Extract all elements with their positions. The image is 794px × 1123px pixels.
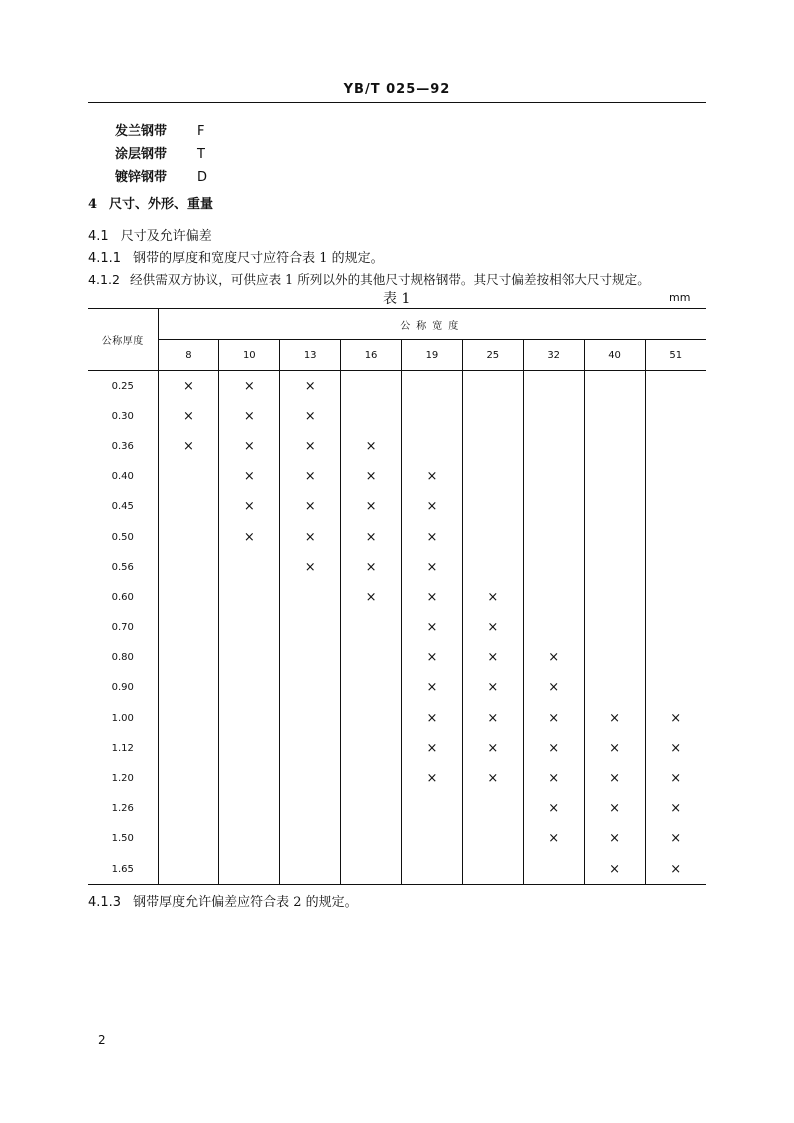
- table-row: [88, 431, 706, 461]
- table-row: [88, 643, 706, 673]
- empty-cell: [280, 733, 341, 763]
- table-row: [88, 763, 706, 793]
- empty-cell: [219, 854, 280, 885]
- page-number: 2: [98, 1033, 106, 1047]
- empty-cell: [523, 462, 584, 492]
- empty-cell: [158, 522, 219, 552]
- thickness-cell: 1.50: [111, 833, 134, 845]
- empty-cell: [584, 371, 645, 402]
- empty-cell: [645, 643, 706, 673]
- table-row: [88, 703, 706, 733]
- table-unit: mm: [669, 291, 691, 304]
- availability-mark: ×: [645, 733, 706, 763]
- table-row: [88, 462, 706, 492]
- thickness-cell: 0.50: [111, 531, 134, 543]
- thickness-header: 公称厚度: [101, 336, 144, 347]
- section-heading: [88, 193, 213, 212]
- type-code: D: [197, 170, 208, 185]
- empty-cell: [584, 431, 645, 461]
- empty-cell: [462, 854, 523, 885]
- empty-cell: [645, 522, 706, 552]
- empty-cell: [462, 371, 523, 402]
- paragraph-4-1-1: [88, 247, 384, 266]
- availability-mark: ×: [219, 462, 280, 492]
- availability-mark: ×: [219, 371, 280, 402]
- empty-cell: [584, 462, 645, 492]
- empty-cell: [584, 643, 645, 673]
- empty-cell: [523, 371, 584, 402]
- availability-mark: ×: [158, 401, 219, 431]
- availability-mark: ×: [219, 522, 280, 552]
- availability-mark: ×: [402, 643, 463, 673]
- availability-mark: ×: [402, 703, 463, 733]
- width-header-cell: 51: [645, 340, 706, 371]
- table-row: [88, 552, 706, 582]
- availability-mark: ×: [280, 552, 341, 582]
- availability-mark: ×: [584, 763, 645, 793]
- section-title: 尺寸、外形、重量: [109, 197, 214, 212]
- empty-cell: [219, 582, 280, 612]
- thickness-cell: 1.12: [111, 742, 134, 754]
- availability-mark: ×: [402, 763, 463, 793]
- empty-cell: [280, 643, 341, 673]
- paragraph-4-1-2: [88, 269, 650, 288]
- empty-cell: [402, 854, 463, 885]
- empty-cell: [219, 824, 280, 854]
- empty-cell: [280, 854, 341, 885]
- empty-cell: [584, 401, 645, 431]
- width-header-cell: 40: [584, 340, 645, 371]
- empty-cell: [645, 492, 706, 522]
- availability-mark: ×: [402, 492, 463, 522]
- width-header-cell: 16: [341, 340, 402, 371]
- empty-cell: [280, 613, 341, 643]
- empty-cell: [402, 794, 463, 824]
- empty-cell: [523, 401, 584, 431]
- thickness-cell: 0.70: [111, 622, 134, 634]
- type-code: F: [197, 124, 205, 139]
- empty-cell: [645, 673, 706, 703]
- empty-cell: [462, 462, 523, 492]
- availability-mark: ×: [280, 522, 341, 552]
- empty-cell: [402, 401, 463, 431]
- empty-cell: [462, 794, 523, 824]
- empty-cell: [219, 643, 280, 673]
- width-header-cell: 32: [523, 340, 584, 371]
- availability-mark: ×: [645, 824, 706, 854]
- availability-mark: ×: [402, 552, 463, 582]
- paragraph-4-1-3: [88, 891, 358, 910]
- table-row: [88, 613, 706, 643]
- header-rule: [88, 102, 706, 103]
- availability-mark: ×: [462, 703, 523, 733]
- empty-cell: [158, 794, 219, 824]
- empty-cell: [341, 673, 402, 703]
- empty-cell: [402, 824, 463, 854]
- availability-mark: ×: [402, 582, 463, 612]
- empty-cell: [584, 522, 645, 552]
- width-header-cell: 25: [462, 340, 523, 371]
- empty-cell: [402, 431, 463, 461]
- availability-mark: ×: [462, 763, 523, 793]
- empty-cell: [523, 522, 584, 552]
- thickness-cell: 0.40: [111, 471, 134, 483]
- type-name: 发兰钢带: [115, 124, 168, 139]
- table-row: [88, 582, 706, 612]
- type-name: 镀锌钢带: [115, 170, 168, 185]
- section-number: 4: [88, 197, 98, 212]
- availability-mark: ×: [402, 522, 463, 552]
- thickness-cell: 1.00: [111, 712, 134, 724]
- availability-mark: ×: [523, 733, 584, 763]
- availability-mark: ×: [523, 643, 584, 673]
- empty-cell: [219, 613, 280, 643]
- empty-cell: [341, 613, 402, 643]
- availability-mark: ×: [523, 703, 584, 733]
- empty-cell: [462, 401, 523, 431]
- type-code: T: [197, 147, 205, 162]
- thickness-cell: 0.60: [111, 591, 134, 603]
- availability-mark: ×: [158, 431, 219, 461]
- empty-cell: [645, 462, 706, 492]
- paragraph-4-1: [88, 225, 212, 244]
- table-row: [88, 824, 706, 854]
- empty-cell: [341, 703, 402, 733]
- empty-cell: [523, 492, 584, 522]
- empty-cell: [219, 673, 280, 703]
- empty-cell: [158, 824, 219, 854]
- empty-cell: [341, 824, 402, 854]
- table-row: [88, 733, 706, 763]
- empty-cell: [584, 492, 645, 522]
- availability-mark: ×: [402, 733, 463, 763]
- empty-cell: [645, 431, 706, 461]
- type-code-row: [115, 120, 204, 139]
- table-row: [88, 794, 706, 824]
- empty-cell: [158, 462, 219, 492]
- clause-text: 尺寸及允许偏差: [120, 229, 212, 244]
- availability-mark: ×: [523, 794, 584, 824]
- empty-cell: [584, 673, 645, 703]
- availability-mark: ×: [280, 371, 341, 402]
- availability-mark: ×: [645, 763, 706, 793]
- table-row: [88, 854, 706, 885]
- empty-cell: [219, 733, 280, 763]
- empty-cell: [584, 552, 645, 582]
- empty-cell: [158, 492, 219, 522]
- width-header-cell: 19: [402, 340, 463, 371]
- empty-cell: [645, 552, 706, 582]
- table-row: [88, 673, 706, 703]
- availability-mark: ×: [462, 582, 523, 612]
- table-caption: 表 1: [383, 291, 411, 307]
- type-name: 涂层钢带: [115, 147, 168, 162]
- width-header-cell: 8: [158, 340, 219, 371]
- availability-mark: ×: [341, 522, 402, 552]
- empty-cell: [341, 733, 402, 763]
- empty-cell: [645, 613, 706, 643]
- empty-cell: [584, 582, 645, 612]
- type-code-row: [115, 143, 205, 162]
- width-group-header: 公称宽度: [158, 309, 706, 340]
- availability-mark: ×: [584, 854, 645, 885]
- empty-cell: [523, 582, 584, 612]
- availability-mark: ×: [280, 462, 341, 492]
- availability-mark: ×: [341, 462, 402, 492]
- thickness-cell: 0.25: [111, 380, 134, 392]
- empty-cell: [158, 582, 219, 612]
- empty-cell: [158, 733, 219, 763]
- availability-mark: ×: [158, 371, 219, 402]
- type-code-row: [115, 166, 207, 185]
- availability-mark: ×: [462, 643, 523, 673]
- availability-mark: ×: [523, 824, 584, 854]
- empty-cell: [341, 371, 402, 402]
- empty-cell: [523, 552, 584, 582]
- availability-mark: ×: [280, 492, 341, 522]
- empty-cell: [280, 763, 341, 793]
- empty-cell: [158, 552, 219, 582]
- clause-text: 经供需双方协议，可供应表 1 所列以外的其他尺寸规格钢带。其尺寸偏差按相邻大尺寸规定。: [130, 272, 650, 287]
- clause-number: 4.1: [88, 229, 109, 244]
- empty-cell: [158, 854, 219, 885]
- thickness-cell: 0.90: [111, 682, 134, 694]
- table-row: [88, 522, 706, 552]
- clause-text: 钢带厚度允许偏差应符合表 2 的规定。: [133, 895, 358, 910]
- empty-cell: [280, 673, 341, 703]
- availability-mark: ×: [462, 673, 523, 703]
- availability-mark: ×: [523, 673, 584, 703]
- empty-cell: [402, 371, 463, 402]
- availability-mark: ×: [341, 552, 402, 582]
- availability-mark: ×: [462, 733, 523, 763]
- table-row: [88, 492, 706, 522]
- empty-cell: [584, 613, 645, 643]
- clause-number: 4.1.1: [88, 251, 122, 266]
- empty-cell: [158, 673, 219, 703]
- availability-mark: ×: [523, 763, 584, 793]
- availability-mark: ×: [341, 431, 402, 461]
- availability-mark: ×: [584, 703, 645, 733]
- empty-cell: [280, 794, 341, 824]
- thickness-cell: 1.26: [111, 803, 134, 815]
- thickness-cell: 0.45: [111, 501, 134, 513]
- empty-cell: [341, 854, 402, 885]
- empty-cell: [219, 703, 280, 733]
- thickness-cell: 0.56: [111, 561, 134, 573]
- availability-mark: ×: [462, 613, 523, 643]
- availability-mark: ×: [645, 854, 706, 885]
- empty-cell: [523, 613, 584, 643]
- empty-cell: [280, 582, 341, 612]
- table-body: [88, 371, 706, 885]
- clause-number: 4.1.2: [88, 272, 121, 287]
- empty-cell: [462, 431, 523, 461]
- availability-mark: ×: [402, 462, 463, 492]
- empty-cell: [158, 763, 219, 793]
- empty-cell: [158, 613, 219, 643]
- availability-mark: ×: [402, 673, 463, 703]
- empty-cell: [462, 824, 523, 854]
- empty-cell: [280, 824, 341, 854]
- empty-cell: [645, 371, 706, 402]
- empty-cell: [219, 763, 280, 793]
- empty-cell: [219, 794, 280, 824]
- width-header-row: [88, 340, 706, 371]
- width-header-cell: 10: [219, 340, 280, 371]
- availability-mark: ×: [280, 431, 341, 461]
- availability-mark: ×: [584, 733, 645, 763]
- availability-mark: ×: [341, 492, 402, 522]
- thickness-cell: 0.30: [111, 410, 134, 422]
- availability-mark: ×: [219, 492, 280, 522]
- clause-number: 4.1.3: [88, 895, 122, 910]
- empty-cell: [341, 763, 402, 793]
- size-table: [88, 308, 706, 885]
- empty-cell: [523, 854, 584, 885]
- empty-cell: [645, 582, 706, 612]
- empty-cell: [341, 401, 402, 431]
- availability-mark: ×: [645, 703, 706, 733]
- availability-mark: ×: [219, 401, 280, 431]
- empty-cell: [462, 492, 523, 522]
- availability-mark: ×: [341, 582, 402, 612]
- empty-cell: [158, 643, 219, 673]
- empty-cell: [219, 552, 280, 582]
- availability-mark: ×: [280, 401, 341, 431]
- width-header-cell: 13: [280, 340, 341, 371]
- availability-mark: ×: [584, 824, 645, 854]
- empty-cell: [158, 703, 219, 733]
- empty-cell: [645, 401, 706, 431]
- availability-mark: ×: [584, 794, 645, 824]
- empty-cell: [462, 552, 523, 582]
- thickness-cell: 0.80: [111, 652, 134, 664]
- clause-text: 钢带的厚度和宽度尺寸应符合表 1 的规定。: [133, 251, 384, 266]
- empty-cell: [341, 794, 402, 824]
- thickness-cell: 1.20: [111, 773, 134, 785]
- thickness-cell: 1.65: [111, 863, 134, 875]
- empty-cell: [523, 431, 584, 461]
- empty-cell: [341, 643, 402, 673]
- empty-cell: [280, 703, 341, 733]
- availability-mark: ×: [219, 431, 280, 461]
- document-code: YB/T 025—92: [343, 82, 451, 97]
- table-row: [88, 371, 706, 402]
- table-row: [88, 401, 706, 431]
- availability-mark: ×: [645, 794, 706, 824]
- empty-cell: [462, 522, 523, 552]
- thickness-cell: 0.36: [111, 440, 134, 452]
- availability-mark: ×: [402, 613, 463, 643]
